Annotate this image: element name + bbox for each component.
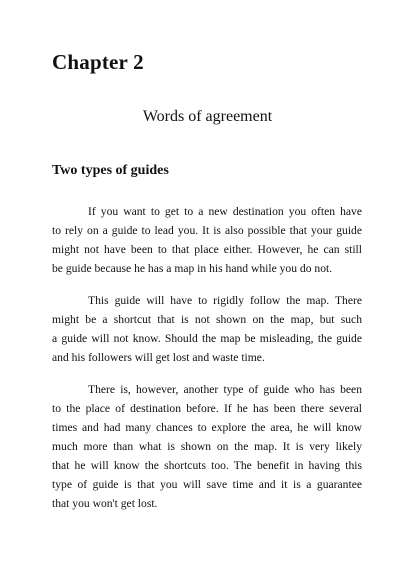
paragraph-line: a guide will not know. Should the map be misleading, the guide	[52, 332, 362, 345]
chapter-heading: Chapter 2	[52, 50, 144, 74]
paragraph-3	[52, 380, 362, 513]
paragraph-line: much more than what is shown on the map. It is very likely	[52, 440, 362, 453]
chapter-title: Words of agreement	[142, 108, 273, 125]
paragraph-line: and his followers will get lost and waste time.	[52, 351, 265, 364]
paragraph-line: that you won't get lost.	[52, 497, 158, 510]
section-heading: Two types of guides	[52, 163, 169, 178]
paragraph-line: There is, however, another type of guide who has been	[88, 383, 362, 396]
paragraph-line: to the place of destination before. If he has been there several	[52, 402, 362, 415]
paragraph-line: that he will know the shortcuts too. The benefit in having this	[52, 459, 362, 472]
paragraph-1	[52, 202, 362, 278]
paragraph-line: might not have been to that place either. However, he can still	[52, 243, 362, 256]
paragraph-line: type of guide is that you will save time and it is a guarantee	[52, 478, 362, 491]
paragraph-2	[52, 291, 362, 367]
paragraph-line: If you want to get to a new destination you often have	[88, 205, 362, 218]
paragraph-line: to rely on a guide to lead you. It is also possible that your guide	[52, 224, 362, 237]
paragraph-line: might be a shortcut that is not shown on the map, but such	[52, 313, 362, 326]
paragraph-line: times and had many chances to explore the area, he will know	[52, 421, 362, 434]
paragraph-line: This guide will have to rigidly follow the map. There	[88, 294, 362, 307]
paragraph-line: be guide because he has a map in his hand while you do not.	[52, 262, 333, 275]
